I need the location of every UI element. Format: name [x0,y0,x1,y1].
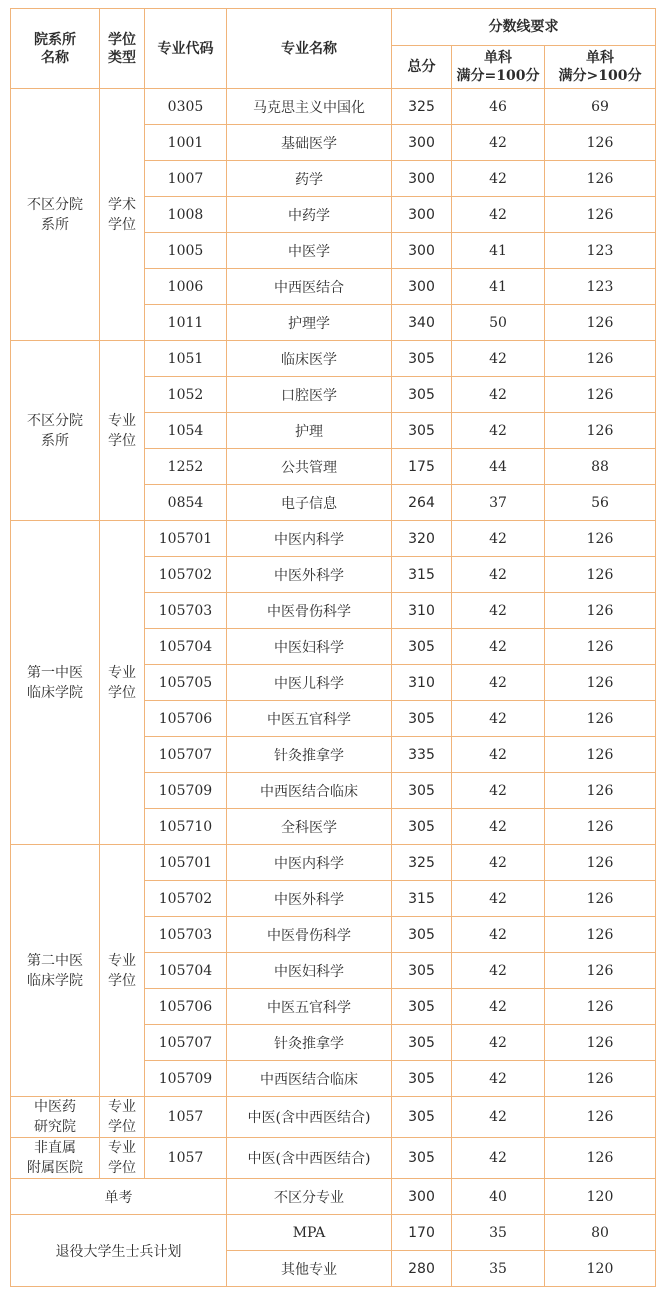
total-score-cell: 170 [392,1215,452,1251]
major-code-cell: 1051 [145,341,227,377]
single-100-cell: 42 [452,377,545,413]
major-code-cell: 105706 [145,989,227,1025]
total-score-cell: 315 [392,557,452,593]
major-code-cell: 105702 [145,881,227,917]
header-college: 院系所 名称 [11,9,100,89]
total-score-cell: 305 [392,989,452,1025]
single-100-cell: 35 [452,1251,545,1287]
single-gt100-cell: 126 [545,1138,656,1179]
single-100-cell: 42 [452,845,545,881]
major-name-cell: 马克思主义中国化 [227,89,392,125]
major-code-cell: 105703 [145,917,227,953]
single-100-cell: 42 [452,1138,545,1179]
total-score-cell: 305 [392,773,452,809]
major-code-cell: 0854 [145,485,227,521]
college-cell: 第一中医 临床学院 [11,521,100,845]
total-score-cell: 305 [392,701,452,737]
single-100-cell: 42 [452,809,545,845]
single-100-cell: 42 [452,881,545,917]
total-score-cell: 305 [392,377,452,413]
single-gt100-cell: 126 [545,1097,656,1138]
total-score-cell: 300 [392,269,452,305]
single-gt100-cell: 126 [545,701,656,737]
single-gt100-cell: 126 [545,1025,656,1061]
major-code-cell: 105704 [145,953,227,989]
major-name-cell: 中医内科学 [227,521,392,557]
single-gt100-cell: 80 [545,1215,656,1251]
table-body [11,89,656,1287]
total-score-cell: 175 [392,449,452,485]
single-100-cell: 42 [452,1061,545,1097]
single-100-cell: 42 [452,197,545,233]
single-100-cell: 40 [452,1179,545,1215]
single-100-cell: 42 [452,557,545,593]
major-name-cell: 中医学 [227,233,392,269]
degree-type-cell: 专业 学位 [100,1097,145,1138]
major-name-cell: 中医五官科学 [227,701,392,737]
header-single-gt100: 单科 满分>100分 [545,46,656,89]
major-code-cell: 105704 [145,629,227,665]
total-score-cell: 264 [392,485,452,521]
major-name-cell: 药学 [227,161,392,197]
single-gt100-cell: 126 [545,305,656,341]
single-100-cell: 42 [452,161,545,197]
total-score-cell: 305 [392,1061,452,1097]
single-gt100-cell: 126 [545,1061,656,1097]
major-code-cell: 105706 [145,701,227,737]
single-gt100-cell: 120 [545,1179,656,1215]
single-100-cell: 42 [452,953,545,989]
single-100-cell: 42 [452,521,545,557]
major-code-cell: 1057 [145,1097,227,1138]
major-name-cell: 中西医结合临床 [227,773,392,809]
table-row [11,1215,656,1251]
header-total-score: 总分 [392,46,452,89]
single-gt100-cell: 69 [545,89,656,125]
single-100-cell: 42 [452,1097,545,1138]
single-100-cell: 42 [452,701,545,737]
header-major-name: 专业名称 [227,9,392,89]
major-code-cell: 105709 [145,773,227,809]
major-code-cell: 1052 [145,377,227,413]
major-code-cell: 105702 [145,557,227,593]
major-name-cell: 中医妇科学 [227,629,392,665]
major-code-cell: 105701 [145,845,227,881]
major-code-cell: 1252 [145,449,227,485]
major-code-cell: 105707 [145,737,227,773]
total-score-cell: 310 [392,593,452,629]
total-score-cell: 305 [392,1025,452,1061]
major-name-cell: 中医内科学 [227,845,392,881]
total-score-cell: 320 [392,521,452,557]
degree-type-cell: 专业 学位 [100,845,145,1097]
single-100-cell: 42 [452,125,545,161]
total-score-cell: 305 [392,1097,452,1138]
total-score-cell: 305 [392,917,452,953]
college-cell: 不区分院 系所 [11,341,100,521]
degree-type-cell: 专业 学位 [100,521,145,845]
single-100-cell: 35 [452,1215,545,1251]
total-score-cell: 305 [392,809,452,845]
single-gt100-cell: 126 [545,125,656,161]
total-score-cell: 305 [392,629,452,665]
single-gt100-cell: 126 [545,629,656,665]
single-gt100-cell: 126 [545,557,656,593]
single-100-cell: 41 [452,233,545,269]
total-score-cell: 325 [392,845,452,881]
major-code-cell: 105701 [145,521,227,557]
single-gt100-cell: 126 [545,773,656,809]
major-name-cell: 其他专业 [227,1251,392,1287]
header-degree-type: 学位 类型 [100,9,145,89]
single-gt100-cell: 126 [545,593,656,629]
college-cell: 第二中医 临床学院 [11,845,100,1097]
single-100-cell: 42 [452,773,545,809]
major-name-cell: 基础医学 [227,125,392,161]
single-gt100-cell: 126 [545,845,656,881]
major-code-cell: 105707 [145,1025,227,1061]
major-name-cell: 护理学 [227,305,392,341]
total-score-cell: 315 [392,881,452,917]
single-gt100-cell: 126 [545,953,656,989]
single-gt100-cell: 126 [545,809,656,845]
college-cell: 非直属 附属医院 [11,1138,100,1179]
total-score-cell: 305 [392,1138,452,1179]
total-score-cell: 310 [392,665,452,701]
single-100-cell: 50 [452,305,545,341]
major-name-cell: 中西医结合 [227,269,392,305]
major-name-cell: 中医骨伤科学 [227,593,392,629]
major-name-cell: 护理 [227,413,392,449]
major-name-cell: 中医(含中西医结合) [227,1097,392,1138]
major-name-cell: MPA [227,1215,392,1251]
single-100-cell: 42 [452,593,545,629]
veteran-plan-label-cell: 退役大学生士兵计划 [11,1215,227,1287]
major-code-cell: 0305 [145,89,227,125]
single-100-cell: 42 [452,665,545,701]
major-name-cell: 不区分专业 [227,1179,392,1215]
table-row [11,341,656,377]
dankao-label-cell: 单考 [11,1179,227,1215]
single-gt100-cell: 126 [545,413,656,449]
major-name-cell: 公共管理 [227,449,392,485]
total-score-cell: 300 [392,233,452,269]
single-gt100-cell: 126 [545,665,656,701]
major-code-cell: 1011 [145,305,227,341]
major-name-cell: 电子信息 [227,485,392,521]
major-code-cell: 1001 [145,125,227,161]
degree-type-cell: 专业 学位 [100,341,145,521]
single-100-cell: 41 [452,269,545,305]
single-100-cell: 42 [452,917,545,953]
degree-type-cell: 学术 学位 [100,89,145,341]
table-row [11,845,656,881]
major-name-cell: 口腔医学 [227,377,392,413]
major-code-cell: 105703 [145,593,227,629]
major-code-cell: 1007 [145,161,227,197]
single-100-cell: 37 [452,485,545,521]
single-gt100-cell: 126 [545,377,656,413]
total-score-cell: 280 [392,1251,452,1287]
single-gt100-cell: 126 [545,917,656,953]
table-row [11,521,656,557]
single-100-cell: 42 [452,413,545,449]
total-score-cell: 300 [392,125,452,161]
degree-type-cell: 专业 学位 [100,1138,145,1179]
header-score-requirement: 分数线要求 [392,9,656,46]
single-100-cell: 42 [452,737,545,773]
major-name-cell: 中医(含中西医结合) [227,1138,392,1179]
single-gt100-cell: 123 [545,233,656,269]
header-major-code: 专业代码 [145,9,227,89]
single-gt100-cell: 126 [545,341,656,377]
major-name-cell: 中医外科学 [227,557,392,593]
single-gt100-cell: 126 [545,161,656,197]
single-100-cell: 42 [452,341,545,377]
header-single-100: 单科 满分=100分 [452,46,545,89]
single-100-cell: 42 [452,989,545,1025]
major-name-cell: 中西医结合临床 [227,1061,392,1097]
total-score-cell: 305 [392,953,452,989]
table-row [11,89,656,125]
major-code-cell: 1006 [145,269,227,305]
total-score-cell: 305 [392,413,452,449]
major-name-cell: 针灸推拿学 [227,1025,392,1061]
single-gt100-cell: 126 [545,521,656,557]
major-name-cell: 中医五官科学 [227,989,392,1025]
single-100-cell: 46 [452,89,545,125]
major-name-cell: 中医儿科学 [227,665,392,701]
single-gt100-cell: 126 [545,737,656,773]
table-row [11,1179,656,1215]
major-code-cell: 105705 [145,665,227,701]
major-code-cell: 105709 [145,1061,227,1097]
score-line-table [10,8,656,1287]
table-row [11,1138,656,1179]
major-name-cell: 中医骨伤科学 [227,917,392,953]
major-code-cell: 1008 [145,197,227,233]
major-name-cell: 中药学 [227,197,392,233]
major-name-cell: 全科医学 [227,809,392,845]
major-name-cell: 针灸推拿学 [227,737,392,773]
total-score-cell: 300 [392,1179,452,1215]
total-score-cell: 325 [392,89,452,125]
college-cell: 不区分院 系所 [11,89,100,341]
major-code-cell: 1057 [145,1138,227,1179]
total-score-cell: 335 [392,737,452,773]
major-name-cell: 中医妇科学 [227,953,392,989]
total-score-cell: 300 [392,161,452,197]
total-score-cell: 300 [392,197,452,233]
major-name-cell: 临床医学 [227,341,392,377]
single-gt100-cell: 120 [545,1251,656,1287]
major-code-cell: 1005 [145,233,227,269]
total-score-cell: 340 [392,305,452,341]
single-gt100-cell: 123 [545,269,656,305]
major-code-cell: 1054 [145,413,227,449]
college-cell: 中医药 研究院 [11,1097,100,1138]
table-header [11,9,656,89]
single-100-cell: 42 [452,629,545,665]
single-gt100-cell: 126 [545,197,656,233]
single-gt100-cell: 88 [545,449,656,485]
single-100-cell: 42 [452,1025,545,1061]
major-name-cell: 中医外科学 [227,881,392,917]
table-row [11,1097,656,1138]
single-gt100-cell: 126 [545,989,656,1025]
major-code-cell: 105710 [145,809,227,845]
total-score-cell: 305 [392,341,452,377]
single-gt100-cell: 126 [545,881,656,917]
single-100-cell: 44 [452,449,545,485]
single-gt100-cell: 56 [545,485,656,521]
